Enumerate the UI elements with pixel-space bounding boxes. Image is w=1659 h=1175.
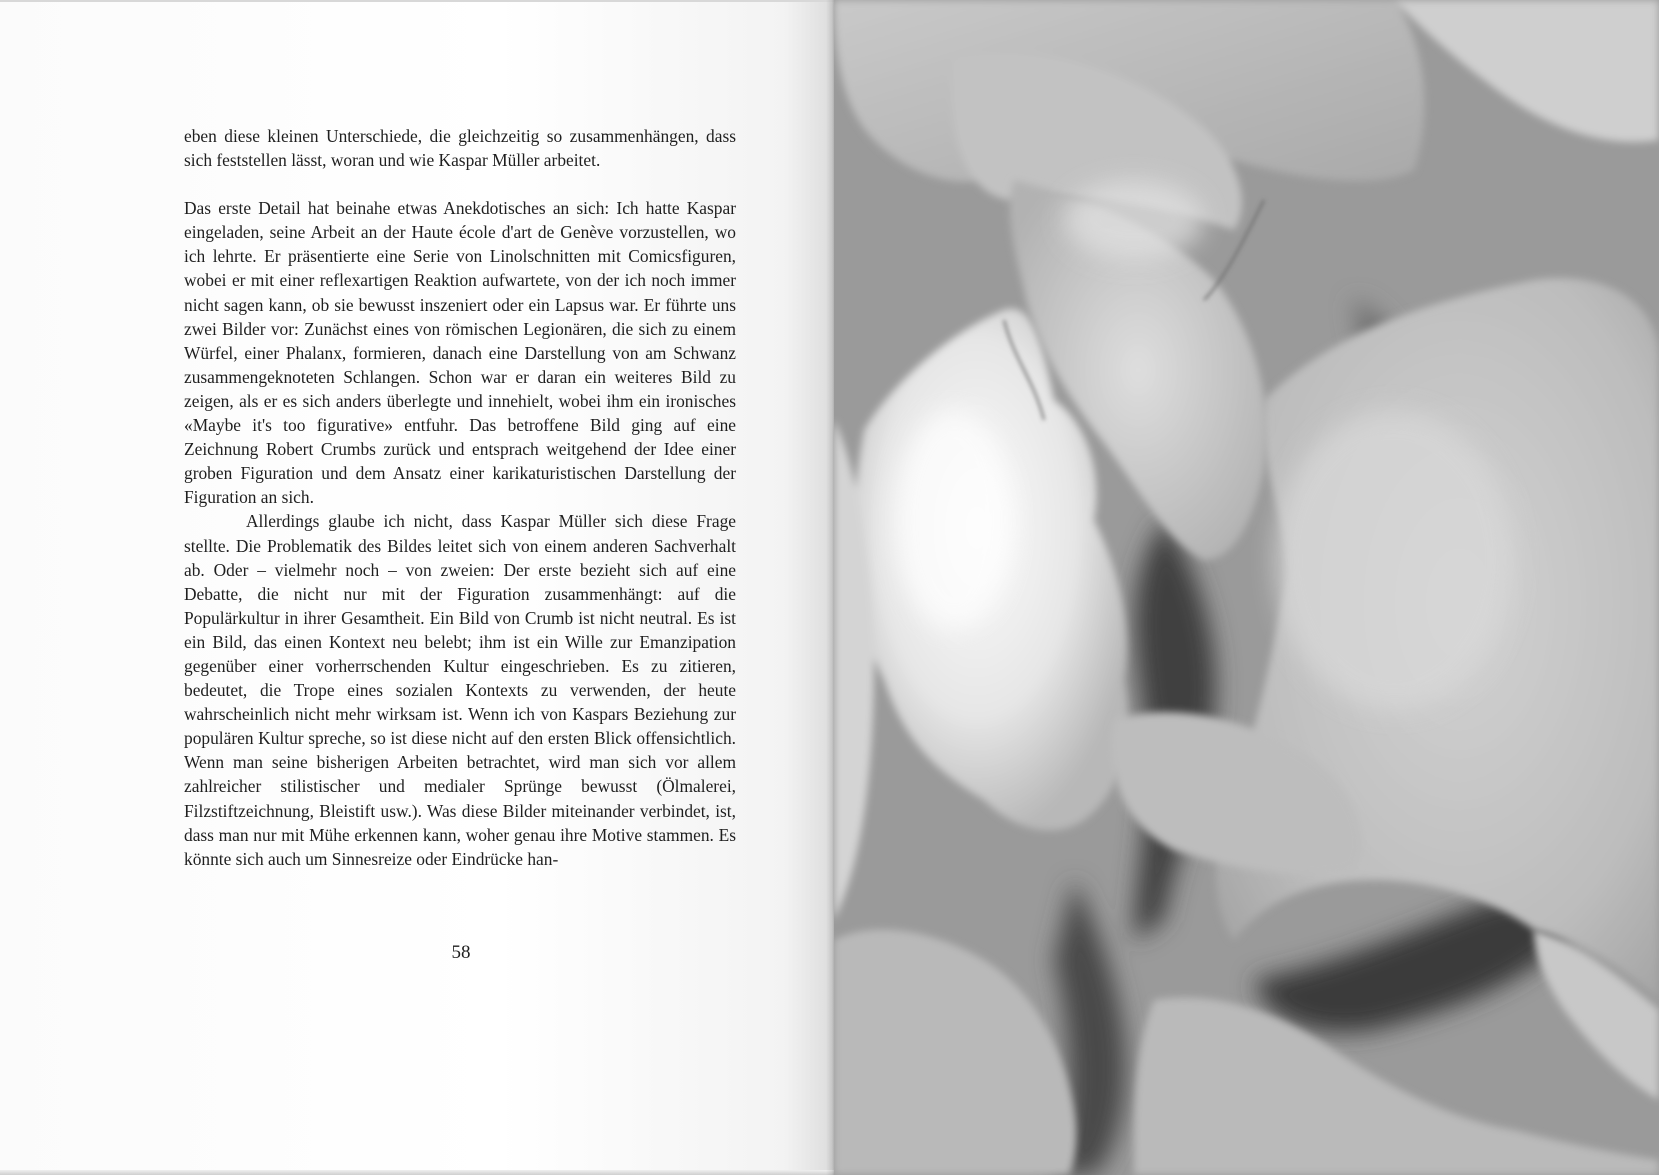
page-number: 58	[451, 942, 471, 963]
paragraph-3: Allerdings glaube ich nicht, dass Kaspar Müller sich diese Frage stellte. Die Problematik des Bildes leitet sich von einem anderen Sachverhalt ab. Oder – vielmehr noch – von zweien: Der erste bezieht sich auf eine Debatte, die nicht nur mit der Figuration zusammenhängt: auf die Populärkultur in ihrer Gesamtheit. Ein Bild von Crumb ist nicht neutral. Es ist ein Bild, das einen Kontext neu belebt; ihm ist ein Wille zur Emanzipation gegenüber einer vorherrschenden Kultur eingeschrieben. Es zu zitieren, bedeutet, die Trope eines sozialen Kontexts zu verwenden, der heute wahrscheinlich nicht mehr wirksam ist. Wenn ich von Kaspars Beziehung zur populären Kultur spreche, so ist diese nicht auf den ersten Blick offensichtlich. Wenn man seine bisherigen Arbeiten betrachtet, wird man sich vor allem zahlreicher stilistischer und medialer Sprünge bewusst (Ölmalerei, Filzstiftzeichnung, Bleistift usw.). Was diese Bilder miteinander verbindet, ist, dass man nur mit Mühe erkennen kann, woher genau ihre Motive stammen. Es könnte sich auch um Sinnesreize oder Eindrücke han-	[184, 511, 736, 869]
paragraph-2: Das erste Detail hat beinahe etwas Anekdotisches an sich: Ich hatte Kaspar eingeladen, seine Arbeit an der Haute école d'art de Genève vorzustellen, wo ich lehrte. Er präsentierte eine Serie von Linolschnitten mit Comicsfiguren, wobei er mit einer reflexartigen Reaktion aufwartete, von der ich noch immer nicht sagen kann, ob sie bewusst inszeniert oder ein Lapsus war. Er führte uns zwei Bilder vor: Zunächst eines von römischen Legionären, die sich zu einem Würfel, einer Phalanx, formieren, danach eine Darstellung von am Schwanz zusammengeknoteten Schlangen. Schon war er daran ein weiteres Bild zu zeigen, als er es sich anders überlegte und innehielt, wobei ihm ein ironisches «Maybe it's too figurative» entfuhr. Das betroffene Bild ging auf eine Zeichnung Robert Crumbs zurück und entsprach weitgehend der Idee einer groben Figuration und dem Ansatz einer karikaturistischen Darstellung der Figuration an sich.	[184, 198, 736, 508]
paragraph-1: eben diese kleinen Unterschiede, die gleichzeitig so zusammenhängen, dass sich feststellen lässt, woran und wie Kaspar Müller arbeitet.	[184, 126, 736, 171]
photograph-icon	[834, 0, 1659, 1175]
right-page-photo	[834, 0, 1659, 1175]
body-text	[184, 124, 736, 871]
page-bottom-edge	[0, 1170, 834, 1175]
page-top-edge	[0, 0, 834, 2]
